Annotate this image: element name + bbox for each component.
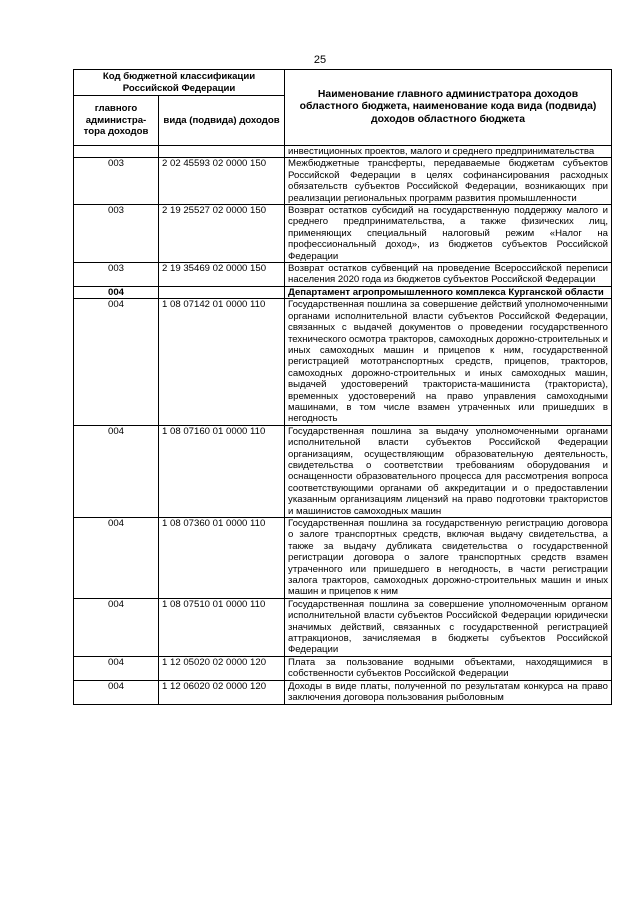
revenue-name-cell: Возврат остатков субвенций на проведение Всероссийской переписи населения 2020 года из бюджетов субъектов Российской Федерации	[285, 263, 612, 287]
admin-code-cell: 004	[74, 680, 159, 704]
revenue-code-cell: 2 02 45593 02 0000 150	[159, 158, 285, 205]
table-row	[74, 146, 612, 158]
header-admin-column: главного администра-тора доходов	[74, 96, 159, 146]
revenue-code-cell: 1 12 05020 02 0000 120	[159, 656, 285, 680]
table-row	[74, 518, 612, 599]
admin-code-cell: 004	[74, 656, 159, 680]
admin-code-cell: 003	[74, 158, 159, 205]
table-row	[74, 205, 612, 263]
table-row	[74, 263, 612, 287]
revenue-name-cell: Государственная пошлина за государственную регистрацию договора о залоге транспортных средств, включая выдачу свидетельства, а также за выдачу дубликата свидетельства о государственной регистрации договора о залоге транспортных средств взамен утраченного или пришедшего в негодность, в части регистрации залога тракторов, самоходных дорожно-строительных машин и иных машин и прицепов к ним	[285, 518, 612, 599]
revenue-name-cell: Межбюджетные трансферты, передаваемые бюджетам субъектов Российской Федерации в целях софинансирования расходных обязательств субъектов Российской Федерации, возникающих при реализации региональных программ развития промышленности	[285, 158, 612, 205]
admin-code-cell: 003	[74, 205, 159, 263]
revenue-name-cell: Государственная пошлина за совершение уполномоченным органом исполнительной власти субъектов Российской Федерации юридически значимых действий, связанных с государственной регистрацией аттракционов, зачисляемая в бюджеты субъектов Российской Федерации	[285, 598, 612, 656]
revenue-name-cell: инвестиционных проектов, малого и среднего предпринимательства	[285, 146, 612, 158]
revenue-name-cell: Плата за пользование водными объектами, находящимися в собственности субъектов Российской Федерации	[285, 656, 612, 680]
table-body	[74, 146, 612, 705]
revenue-name-cell: Государственная пошлина за совершение действий уполномоченными органами исполнительной власти субъектов Российской Федерации, связанных с выдачей документов о проведении государственного технического осмотра тракторов, самоходных дорожно-строительных и иных самоходных машин и прицепов к ним, государственной регистрацией мототранспортных средств, прицепов, тракторов, самоходных дорожно-строительных и иных самоходных машин, выдачей удостоверений тракториста-машиниста (тракториста), временных удостоверений на право управления самоходными машинами, в том числе взамен утраченных или пришедших в негодность	[285, 299, 612, 425]
revenue-code-cell: 1 12 06020 02 0000 120	[159, 680, 285, 704]
table-row	[74, 299, 612, 425]
admin-code-cell: 004	[74, 299, 159, 425]
revenue-name-cell: Государственная пошлина за выдачу уполномоченными органами исполнительной власти субъектов Российской Федерации организациям, осуществляющим образовательную деятельность, свидетельства о соответствии требованиям оборудования и оснащенности образовательного процесса для рассмотрения вопроса соответствующими органами об аккредитации и о предоставлении указанным организациям лицензий на право подготовки трактористов и машинистов самоходных машин	[285, 425, 612, 517]
revenue-name-cell: Возврат остатков субсидий на государственную поддержку малого и среднего предпринимательства, а также физических лиц, применяющих специальный налоговый режим «Налог на профессиональный доход», из бюджетов субъектов Российской Федерации	[285, 205, 612, 263]
admin-code-cell: 004	[74, 518, 159, 599]
header-name-column: Наименование главного администратора доходов областного бюджета, наименование кода вида (подвида) доходов областного бюджета	[285, 70, 612, 146]
revenue-name-cell: Доходы в виде платы, полученной по результатам конкурса на право заключения договора пользования рыболовным	[285, 680, 612, 704]
revenue-code-cell: 1 08 07360 01 0000 110	[159, 518, 285, 599]
revenue-code-cell: 1 08 07160 01 0000 110	[159, 425, 285, 517]
admin-code-cell: 004	[74, 286, 159, 298]
table-row	[74, 158, 612, 205]
header-group: Код бюджетной классификации Российской Федерации	[74, 70, 285, 96]
revenue-code-cell	[159, 286, 285, 298]
table-row	[74, 598, 612, 656]
revenue-code-cell: 2 19 35469 02 0000 150	[159, 263, 285, 287]
revenue-code-cell: 1 08 07142 01 0000 110	[159, 299, 285, 425]
table-row	[74, 680, 612, 704]
table-row	[74, 425, 612, 517]
revenue-code-cell	[159, 146, 285, 158]
table-row	[74, 286, 612, 298]
revenue-code-cell: 2 19 25527 02 0000 150	[159, 205, 285, 263]
admin-code-cell	[74, 146, 159, 158]
revenue-name-cell: Департамент агропромышленного комплекса Курганской области	[285, 286, 612, 298]
admin-code-cell: 003	[74, 263, 159, 287]
header-code-column: вида (подвида) доходов	[159, 96, 285, 146]
table-row	[74, 656, 612, 680]
admin-code-cell: 004	[74, 598, 159, 656]
page-number: 25	[313, 54, 327, 66]
admin-code-cell: 004	[74, 425, 159, 517]
revenue-code-cell: 1 08 07510 01 0000 110	[159, 598, 285, 656]
budget-classification-table	[73, 69, 612, 705]
